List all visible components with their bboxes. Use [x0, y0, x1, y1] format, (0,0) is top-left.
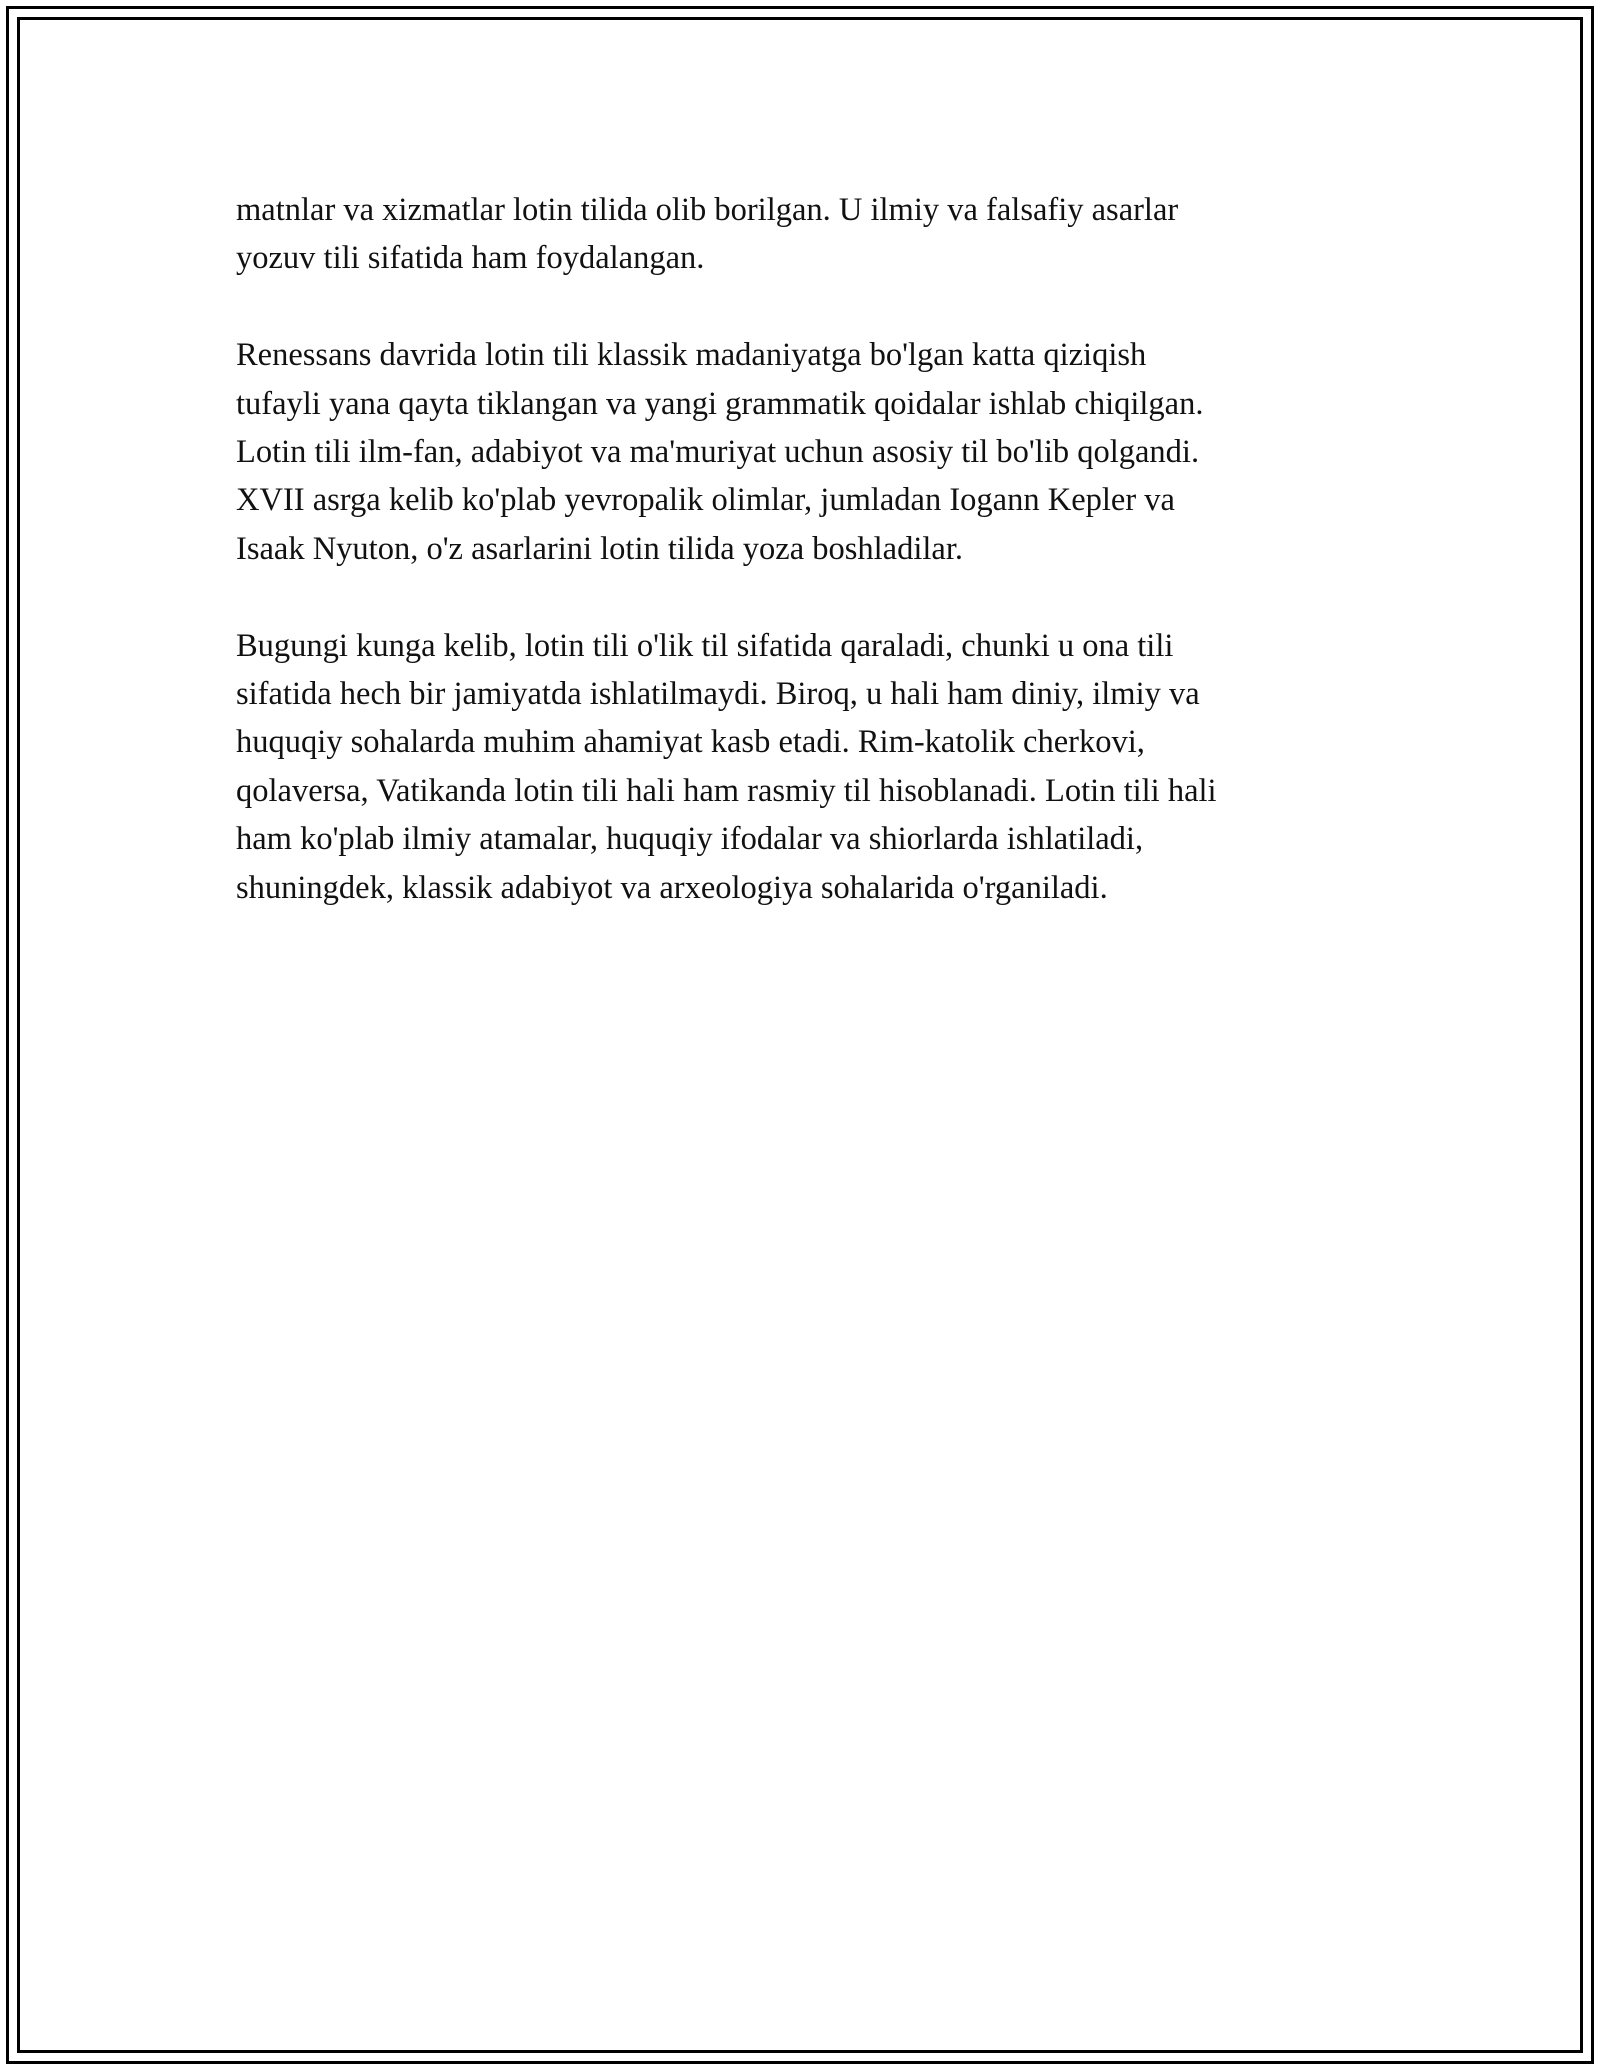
text-line: Bugungi kunga kelib, lotin tili o'lik til sifatida qaraladi, chunki u ona tili: [236, 627, 1174, 664]
text-line: Isaak Nyuton, o'z asarlarini lotin tilida yoza boshladilar.: [236, 530, 963, 567]
text-line: huquqiy sohalarda muhim ahamiyat kasb etadi. Rim-katolik cherkovi,: [236, 724, 1145, 761]
paragraph-1: [236, 186, 1366, 283]
text-line: ham ko'plab ilmiy atamalar, huquqiy ifodalar va shiorlarda ishlatiladi,: [236, 821, 1144, 858]
text-line: tufayli yana qayta tiklangan va yangi grammatik qoidalar ishlab chiqilgan.: [236, 385, 1204, 422]
text-line: yozuv tili sifatida ham foydalangan.: [236, 240, 705, 277]
paragraph-2: [236, 331, 1366, 573]
paragraph-3: [236, 622, 1366, 912]
text-line: matnlar va xizmatlar lotin tilida olib borilgan. U ilmiy va falsafiy asarlar: [236, 192, 1179, 228]
text-line: Renessans davrida lotin tili klassik madaniyatga bo'lgan katta qiziqish: [236, 337, 1147, 374]
text-line: XVII asrga kelib ko'plab yevropalik olimlar, jumladan Iogann Kepler va: [236, 482, 1175, 519]
text-line: sifatida hech bir jamiyatda ishlatilmaydi. Biroq, u hali ham diniy, ilmiy va: [236, 676, 1200, 713]
text-line: shuningdek, klassik adabiyot va arxeologiya sohalarida o'rganiladi.: [236, 869, 1108, 906]
text-line: Lotin tili ilm-fan, adabiyot va ma'muriyat uchun asosiy til bo'lib qolgandi.: [236, 434, 1200, 471]
document-body: [236, 186, 1366, 960]
text-line: qolaversa, Vatikanda lotin tili hali ham rasmiy til hisoblanadi. Lotin tili hali: [236, 772, 1217, 809]
